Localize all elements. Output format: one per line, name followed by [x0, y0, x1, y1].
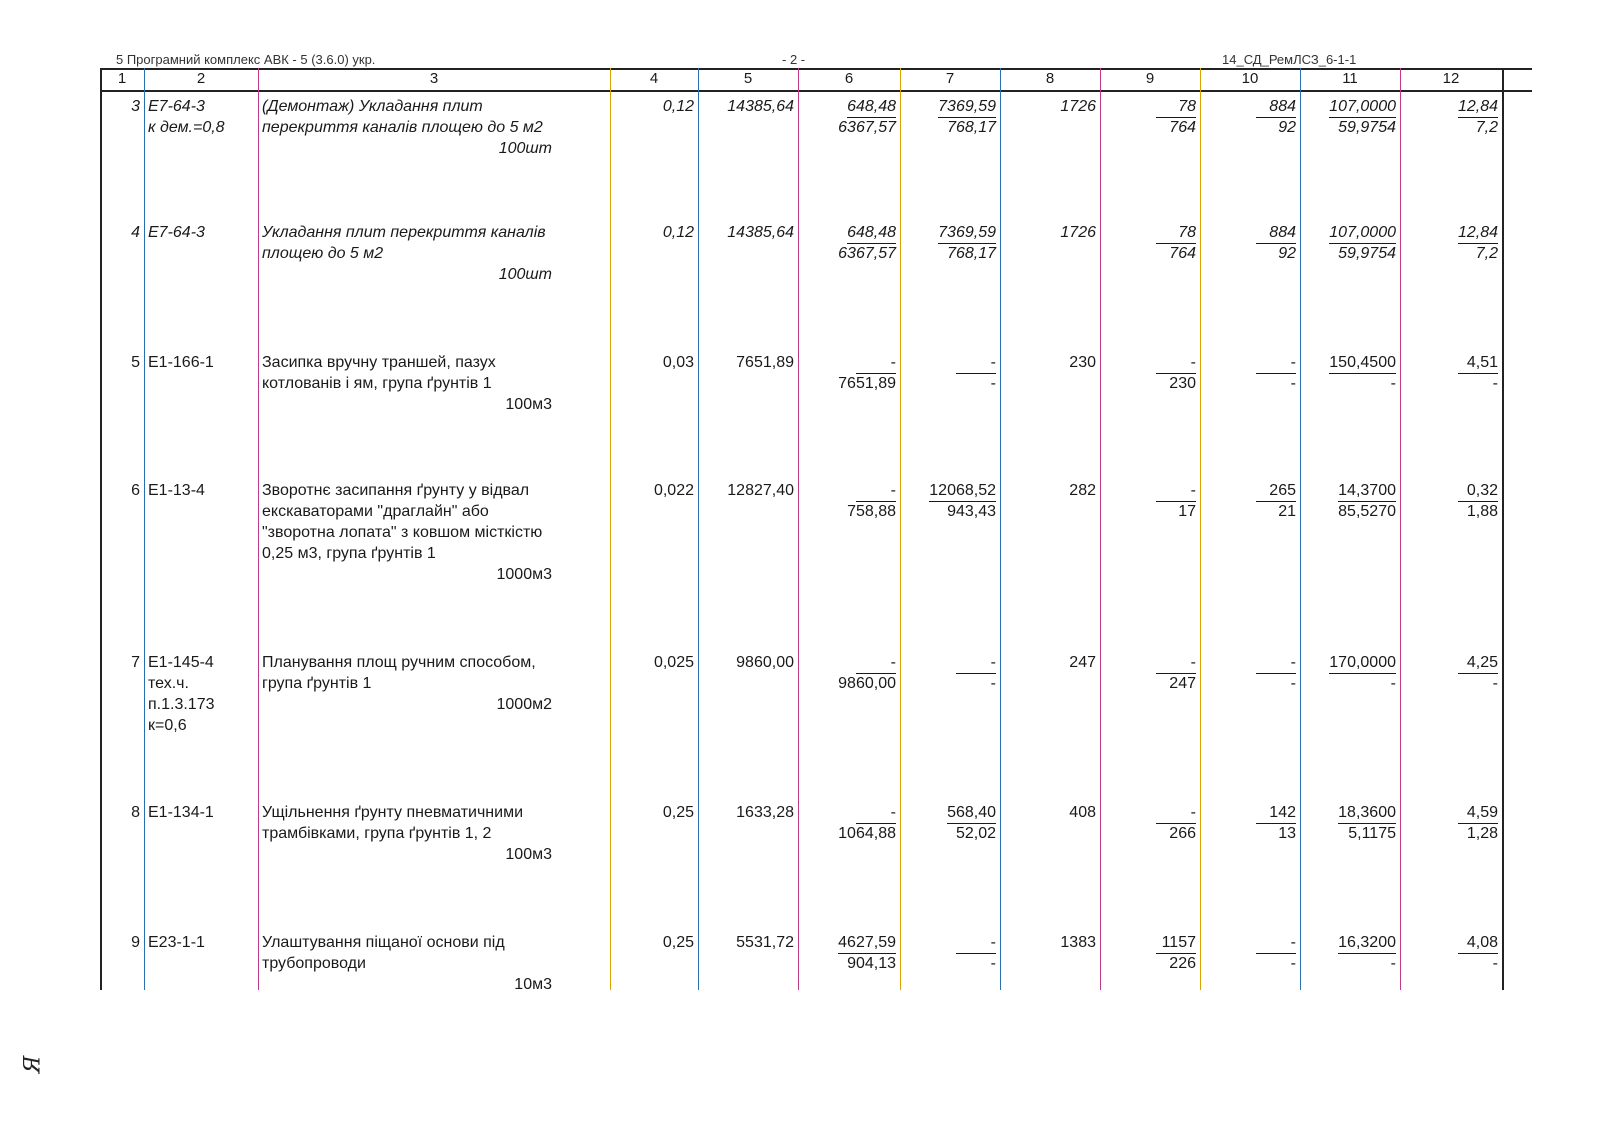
- resource-code: Е23-1-1: [148, 934, 205, 951]
- fraction-numerator: -: [1156, 352, 1196, 374]
- fraction-numerator: 7369,59: [938, 96, 996, 118]
- column-border: [798, 68, 799, 990]
- fraction-numerator: -: [1256, 352, 1296, 374]
- fraction-top-value: [902, 802, 996, 824]
- fraction-bottom-value: 1064,88: [838, 825, 896, 842]
- measure-unit: 1000м3: [496, 566, 552, 583]
- fraction-top-value: [902, 480, 996, 502]
- fraction-top-value: [1202, 802, 1296, 824]
- fraction-numerator: -: [956, 352, 996, 374]
- fraction-bottom-value: 92: [1278, 245, 1296, 262]
- column-border: [1000, 68, 1001, 990]
- fraction-bottom-value: 85,5270: [1338, 503, 1396, 520]
- work-description: екскаваторами "драглайн" або: [262, 503, 489, 520]
- fraction-numerator: 107,0000: [1329, 96, 1396, 118]
- fraction-bottom-value: 764: [1169, 119, 1196, 136]
- measure-unit: 100шт: [498, 266, 552, 283]
- fraction-numerator: 16,3200: [1338, 932, 1396, 954]
- fraction-numerator: 107,0000: [1329, 222, 1396, 244]
- fraction-bottom-value: -: [1492, 375, 1498, 392]
- fraction-bottom-value: 768,17: [947, 119, 996, 136]
- fraction-bottom-value: 5,1175: [1348, 825, 1396, 842]
- work-description: трамбівками, група ґрунтів 1, 2: [262, 825, 492, 842]
- fraction-bottom-value: -: [1290, 675, 1296, 692]
- fraction-top-value: [1302, 932, 1396, 954]
- column-number: 6: [844, 70, 854, 87]
- header-software: 5 Програмний комплекс АВК - 5 (3.6.0) укр.: [116, 52, 376, 67]
- fraction-bottom-value: 247: [1169, 675, 1196, 692]
- fraction-numerator: 265: [1256, 480, 1296, 502]
- work-description: (Демонтаж) Укладання плит: [262, 98, 483, 115]
- row-number: 7: [131, 654, 140, 671]
- work-description: група ґрунтів 1: [262, 675, 372, 692]
- resource-code: Е1-13-4: [148, 482, 205, 499]
- fraction-bottom-value: -: [1390, 375, 1396, 392]
- column-border: [610, 68, 611, 990]
- resource-code: к дем.=0,8: [148, 119, 225, 136]
- row-number: 5: [131, 354, 140, 371]
- fraction-bottom-value: 7,2: [1475, 119, 1498, 136]
- fraction-bottom-value: -: [1290, 375, 1296, 392]
- column-number: 10: [1241, 70, 1259, 87]
- resource-code: Е1-145-4: [148, 654, 214, 671]
- fraction-top-value: [800, 480, 896, 502]
- fraction-bottom-value: 59,9754: [1338, 245, 1396, 262]
- total-cost-value: 230: [1069, 354, 1096, 371]
- handwritten-signature: Я: [20, 1055, 46, 1074]
- resource-code: п.1.3.173: [148, 696, 215, 713]
- fraction-numerator: 4,25: [1458, 652, 1498, 674]
- column-border: [258, 68, 259, 990]
- quantity-value: 0,12: [662, 224, 694, 241]
- fraction-bottom-value: 758,88: [847, 503, 896, 520]
- total-cost-value: 282: [1069, 482, 1096, 499]
- work-description: Зворотнє засипання ґрунту у відвал: [262, 482, 530, 499]
- quantity-value: 0,022: [653, 482, 694, 499]
- fraction-numerator: -: [1156, 802, 1196, 824]
- unit-cost-value: 1633,28: [736, 804, 794, 821]
- fraction-numerator: 884: [1256, 222, 1296, 244]
- quantity-value: 0,025: [653, 654, 694, 671]
- fraction-numerator: 4,51: [1458, 352, 1498, 374]
- resource-code: Е7-64-3: [148, 224, 205, 241]
- column-number: 12: [1442, 70, 1460, 87]
- fraction-top-value: [1402, 352, 1498, 374]
- unit-cost-value: 12827,40: [727, 482, 794, 499]
- fraction-top-value: [1102, 222, 1196, 244]
- fraction-numerator: 14,3700: [1338, 480, 1396, 502]
- fraction-numerator: 12,84: [1458, 222, 1498, 244]
- fraction-numerator: 648,48: [847, 222, 896, 244]
- fraction-numerator: 78: [1156, 96, 1196, 118]
- unit-cost-value: 5531,72: [736, 934, 794, 951]
- unit-cost-value: 9860,00: [736, 654, 794, 671]
- total-cost-value: 1726: [1060, 98, 1096, 115]
- fraction-numerator: -: [1156, 652, 1196, 674]
- fraction-numerator: 12,84: [1458, 96, 1498, 118]
- row-number: 8: [131, 804, 140, 821]
- column-number: 4: [649, 70, 659, 87]
- resource-code: Е7-64-3: [148, 98, 205, 115]
- column-border: [1502, 68, 1504, 990]
- fraction-top-value: [902, 96, 996, 118]
- fraction-top-value: [1402, 222, 1498, 244]
- fraction-numerator: 78: [1156, 222, 1196, 244]
- fraction-top-value: [1102, 652, 1196, 674]
- measure-unit: 100м3: [505, 846, 552, 863]
- fraction-top-value: [1302, 96, 1396, 118]
- row-number: 9: [131, 934, 140, 951]
- measure-unit: 10м3: [514, 976, 552, 993]
- fraction-top-value: [1402, 480, 1498, 502]
- fraction-numerator: 0,32: [1458, 480, 1498, 502]
- resource-code: к=0,6: [148, 717, 187, 734]
- fraction-numerator: 7369,59: [938, 222, 996, 244]
- fraction-top-value: [1302, 802, 1396, 824]
- fraction-numerator: 4,59: [1458, 802, 1498, 824]
- fraction-bottom-value: -: [1390, 675, 1396, 692]
- row-number: 3: [131, 98, 140, 115]
- fraction-top-value: [1402, 802, 1498, 824]
- fraction-top-value: [1302, 652, 1396, 674]
- fraction-top-value: [800, 96, 896, 118]
- fraction-bottom-value: 943,43: [947, 503, 996, 520]
- fraction-numerator: 150,4500: [1329, 352, 1396, 374]
- total-cost-value: 408: [1069, 804, 1096, 821]
- estimate-table: [100, 68, 1532, 1012]
- fraction-bottom-value: -: [1290, 955, 1296, 972]
- work-description: "зворотна лопата" з ковшом місткістю: [262, 524, 543, 541]
- column-border: [1200, 68, 1201, 990]
- fraction-numerator: -: [856, 352, 896, 374]
- fraction-top-value: [800, 802, 896, 824]
- row-number: 4: [131, 224, 140, 241]
- fraction-bottom-value: 230: [1169, 375, 1196, 392]
- fraction-top-value: [800, 652, 896, 674]
- fraction-numerator: -: [856, 480, 896, 502]
- work-description: 0,25 м3, група ґрунтів 1: [262, 545, 436, 562]
- fraction-numerator: -: [956, 932, 996, 954]
- fraction-bottom-value: 59,9754: [1338, 119, 1396, 136]
- fraction-bottom-value: 7,2: [1475, 245, 1498, 262]
- total-cost-value: 247: [1069, 654, 1096, 671]
- fraction-top-value: [1302, 222, 1396, 244]
- fraction-numerator: 4627,59: [838, 932, 896, 954]
- resource-code: Е1-134-1: [148, 804, 214, 821]
- fraction-top-value: [1102, 802, 1196, 824]
- column-number: 9: [1145, 70, 1155, 87]
- work-description: площею до 5 м2: [262, 245, 384, 262]
- fraction-numerator: 884: [1256, 96, 1296, 118]
- column-number: 7: [945, 70, 955, 87]
- column-number: 2: [196, 70, 206, 87]
- fraction-top-value: [902, 652, 996, 674]
- fraction-bottom-value: 904,13: [847, 955, 896, 972]
- fraction-top-value: [902, 222, 996, 244]
- fraction-bottom-value: 1,28: [1466, 825, 1498, 842]
- fraction-numerator: 18,3600: [1338, 802, 1396, 824]
- fraction-bottom-value: 13: [1278, 825, 1296, 842]
- column-number: 11: [1342, 70, 1358, 87]
- unit-cost-value: 7651,89: [736, 354, 794, 371]
- fraction-top-value: [1102, 96, 1196, 118]
- fraction-bottom-value: 768,17: [947, 245, 996, 262]
- column-border: [698, 68, 699, 990]
- fraction-top-value: [800, 352, 896, 374]
- column-border: [900, 68, 901, 990]
- unit-cost-value: 14385,64: [727, 224, 794, 241]
- work-description: Укладання плит перекриття каналів: [262, 224, 546, 241]
- table-header-divider: [100, 90, 1532, 92]
- fraction-bottom-value: -: [1390, 955, 1396, 972]
- fraction-bottom-value: -: [1492, 675, 1498, 692]
- work-description: котлованів і ям, група ґрунтів 1: [262, 375, 492, 392]
- fraction-numerator: 142: [1256, 802, 1296, 824]
- column-number: 8: [1045, 70, 1055, 87]
- fraction-numerator: 4,08: [1458, 932, 1498, 954]
- fraction-numerator: 12068,52: [929, 480, 996, 502]
- fraction-top-value: [1102, 932, 1196, 954]
- column-border: [100, 68, 102, 990]
- fraction-bottom-value: 92: [1278, 119, 1296, 136]
- fraction-bottom-value: 9860,00: [838, 675, 896, 692]
- fraction-bottom-value: -: [990, 675, 996, 692]
- fraction-top-value: [1402, 652, 1498, 674]
- fraction-bottom-value: -: [990, 375, 996, 392]
- fraction-numerator: 648,48: [847, 96, 896, 118]
- column-number: 3: [429, 70, 439, 87]
- fraction-numerator: -: [1256, 932, 1296, 954]
- fraction-top-value: [1202, 480, 1296, 502]
- total-cost-value: 1383: [1060, 934, 1096, 951]
- fraction-top-value: [902, 352, 996, 374]
- fraction-numerator: -: [1156, 480, 1196, 502]
- work-description: Планування площ ручним способом,: [262, 654, 536, 671]
- fraction-top-value: [1102, 480, 1196, 502]
- fraction-top-value: [1202, 96, 1296, 118]
- fraction-numerator: -: [856, 652, 896, 674]
- work-description: трубопроводи: [262, 955, 366, 972]
- fraction-bottom-value: 6367,57: [838, 245, 896, 262]
- fraction-numerator: 170,0000: [1329, 652, 1396, 674]
- fraction-top-value: [1202, 652, 1296, 674]
- fraction-top-value: [1202, 932, 1296, 954]
- fraction-bottom-value: 6367,57: [838, 119, 896, 136]
- measure-unit: 1000м2: [496, 696, 552, 713]
- fraction-bottom-value: 17: [1178, 503, 1196, 520]
- column-number: 1: [117, 70, 127, 87]
- measure-unit: 100шт: [498, 140, 552, 157]
- work-description: Ущільнення ґрунту пневматичними: [262, 804, 524, 821]
- quantity-value: 0,03: [662, 354, 694, 371]
- fraction-top-value: [800, 932, 896, 954]
- fraction-numerator: -: [856, 802, 896, 824]
- fraction-bottom-value: 21: [1278, 503, 1296, 520]
- fraction-bottom-value: 1,88: [1466, 503, 1498, 520]
- work-description: перекриття каналів площею до 5 м2: [262, 119, 543, 136]
- fraction-top-value: [1202, 352, 1296, 374]
- column-border: [1300, 68, 1301, 990]
- fraction-bottom-value: 52,02: [955, 825, 996, 842]
- row-number: 6: [131, 482, 140, 499]
- column-border: [144, 68, 145, 990]
- quantity-value: 0,25: [662, 804, 694, 821]
- fraction-numerator: -: [956, 652, 996, 674]
- fraction-bottom-value: 764: [1169, 245, 1196, 262]
- total-cost-value: 1726: [1060, 224, 1096, 241]
- measure-unit: 100м3: [505, 396, 552, 413]
- fraction-bottom-value: 266: [1169, 825, 1196, 842]
- column-border: [1400, 68, 1401, 990]
- fraction-top-value: [800, 222, 896, 244]
- resource-code: тех.ч.: [148, 675, 189, 692]
- fraction-numerator: -: [1256, 652, 1296, 674]
- resource-code: Е1-166-1: [148, 354, 214, 371]
- fraction-bottom-value: -: [990, 955, 996, 972]
- fraction-numerator: 1157: [1156, 932, 1196, 954]
- document-code: 14_СД_РемЛСЗ_6-1-1: [1222, 52, 1357, 67]
- column-number: 5: [743, 70, 753, 87]
- fraction-top-value: [1102, 352, 1196, 374]
- fraction-bottom-value: 226: [1169, 955, 1196, 972]
- fraction-top-value: [1302, 352, 1396, 374]
- fraction-top-value: [1302, 480, 1396, 502]
- fraction-numerator: 568,40: [947, 802, 996, 824]
- work-description: Засипка вручну траншей, пазух: [262, 354, 496, 371]
- quantity-value: 0,25: [662, 934, 694, 951]
- fraction-top-value: [902, 932, 996, 954]
- page-number: - 2 -: [782, 52, 806, 67]
- work-description: Улаштування піщаної основи під: [262, 934, 505, 951]
- unit-cost-value: 14385,64: [727, 98, 794, 115]
- column-border: [1100, 68, 1101, 990]
- fraction-bottom-value: -: [1492, 955, 1498, 972]
- fraction-top-value: [1402, 96, 1498, 118]
- fraction-top-value: [1402, 932, 1498, 954]
- quantity-value: 0,12: [662, 98, 694, 115]
- fraction-top-value: [1202, 222, 1296, 244]
- fraction-bottom-value: 7651,89: [838, 375, 896, 392]
